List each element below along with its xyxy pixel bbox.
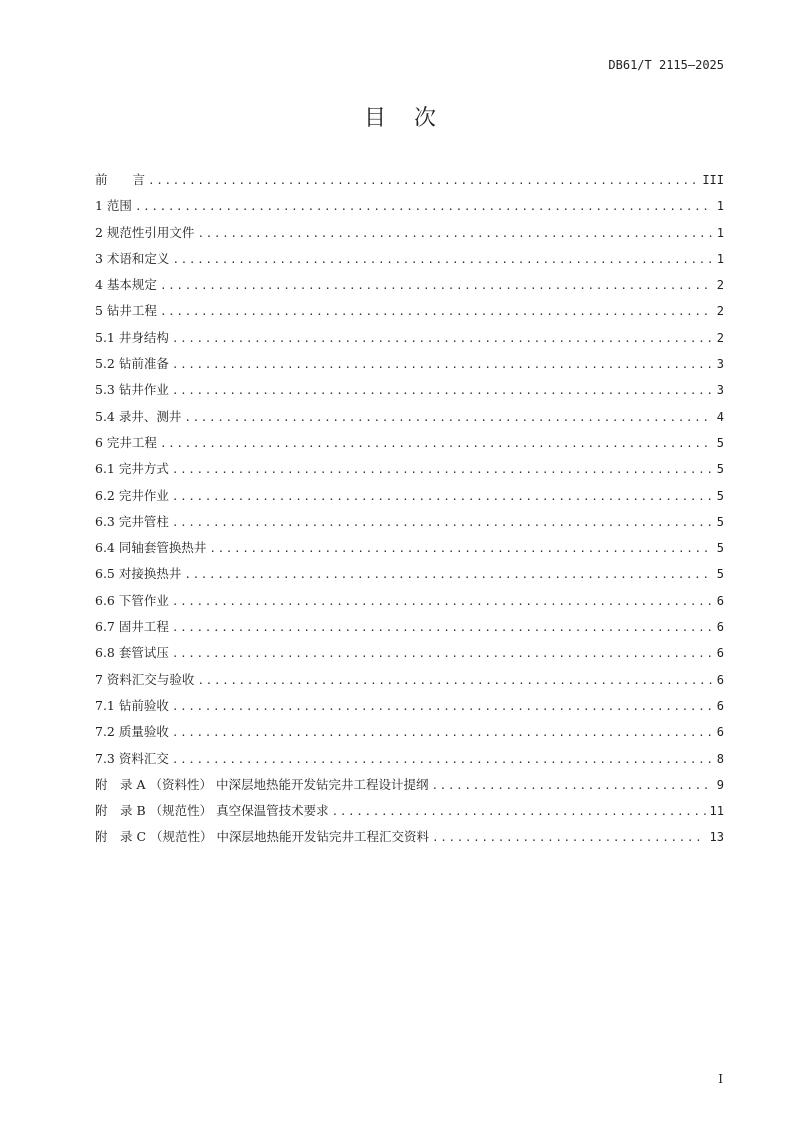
dot-leader [184,411,712,424]
toc-entry-label: 6.3 完井管柱 [95,513,169,529]
toc-entry-label: 6.5 对接换热井 [95,566,182,582]
toc-entry-page: 13 [709,830,724,845]
toc-entry-label: 7.2 质量验收 [95,724,169,740]
toc-entry-page: 5 [716,488,724,503]
toc-entry[interactable] [95,722,724,748]
dot-leader [184,568,712,581]
toc-entry-page: 5 [716,567,724,582]
toc-entry-page: 2 [716,278,724,293]
toc-entry-page: 3 [716,357,724,372]
dot-leader [135,200,713,213]
toc-entry-label: 附 录 C （规范性） 中深层地热能开发钻完井工程汇交资料 [95,829,429,845]
toc-entry-page: 6 [716,725,724,740]
dot-leader [209,542,712,555]
dot-leader [172,463,713,476]
dot-leader [172,647,713,660]
toc-entry[interactable] [95,170,724,196]
toc-entry-label: 5.2 钻前准备 [95,356,169,372]
toc-entry-page: 6 [716,698,724,713]
toc-entry[interactable] [95,617,724,643]
toc-entry[interactable] [95,643,724,669]
toc-entry[interactable] [95,827,724,853]
dot-leader [172,384,713,397]
toc-entry-page: 9 [716,777,724,792]
toc-entry-page: 1 [716,199,724,214]
toc-entry-page: 2 [716,304,724,319]
toc-entry[interactable] [95,775,724,801]
toc-entry-label: 5 钻井工程 [95,303,157,319]
toc-entry-page: 6 [716,620,724,635]
toc-entry[interactable] [95,564,724,590]
toc-entry-label: 5.3 钻井作业 [95,382,169,398]
toc-entry-label: 6 完井工程 [95,434,157,450]
toc-entry-label: 7.3 资料汇交 [95,750,169,766]
toc-entry-label: 附 录 B （规范性） 真空保温管技术要求 [95,803,329,819]
toc-entry-label: 6.4 同轴套管换热井 [95,540,207,556]
toc-entry[interactable] [95,275,724,301]
toc-entry[interactable] [95,223,724,249]
dot-leader [172,726,713,739]
document-code: DB61/T 2115—2025 [608,58,724,72]
toc-entry-page: 1 [716,225,724,240]
toc-entry[interactable] [95,433,724,459]
dot-leader [148,174,698,187]
toc-entry-page: 2 [716,330,724,345]
toc-entry[interactable] [95,249,724,275]
dot-leader [172,595,713,608]
toc-entry-label: 7.1 钻前验收 [95,697,169,713]
toc-entry[interactable] [95,591,724,617]
dot-leader [172,253,712,266]
dot-leader [197,227,712,240]
toc-entry[interactable] [95,380,724,406]
toc-entry[interactable] [95,196,724,222]
toc-entry-label: 4 基本规定 [95,277,157,293]
toc-entry-label: 6.2 完井作业 [95,487,169,503]
dot-leader [172,621,713,634]
toc-entry-page: III [702,173,724,187]
toc-entry[interactable] [95,801,724,827]
toc-entry[interactable] [95,512,724,538]
toc-entry[interactable] [95,538,724,564]
toc-entry-label: 附 录 A （资料性） 中深层地热能开发钻完井工程设计提纲 [95,776,429,792]
toc-entry-page: 3 [716,383,724,398]
toc-entry-label: 5.4 录井、测井 [95,408,182,424]
toc-entry-page: 6 [716,646,724,661]
dot-leader [160,279,713,292]
toc-entry-page: 1 [716,251,724,266]
dot-leader [172,332,713,345]
dot-leader [431,779,712,792]
toc-entry-page: 6 [716,593,724,608]
toc-entry[interactable] [95,486,724,512]
toc-entry-page: 6 [716,672,724,687]
toc-entry-label: 5.1 井身结构 [95,329,169,345]
dot-leader [172,490,713,503]
toc-entry[interactable] [95,407,724,433]
toc-entry-page: 5 [716,514,724,529]
toc-entry-page: 4 [716,409,724,424]
toc-entry[interactable] [95,670,724,696]
toc-entry-page: 11 [709,804,724,819]
dot-leader [432,831,706,844]
toc-entry[interactable] [95,354,724,380]
table-of-contents [95,170,724,854]
page-number: I [718,1072,723,1086]
toc-entry-page: 5 [716,462,724,477]
toc-entry[interactable] [95,301,724,327]
toc-entry-label: 3 术语和定义 [95,250,170,266]
dot-leader [197,674,712,687]
toc-entry-label: 6.8 套管试压 [95,645,169,661]
dot-leader [160,437,713,450]
toc-entry-label: 7 资料汇交与验收 [95,671,195,687]
dot-leader [332,805,706,818]
page-title: 目次 [363,106,464,131]
toc-entry[interactable] [95,459,724,485]
toc-entry-label: 2 规范性引用文件 [95,224,195,240]
toc-entry-page: 5 [716,435,724,450]
toc-entry-label: 6.7 固井工程 [95,619,169,635]
toc-entry[interactable] [95,696,724,722]
dot-leader [172,700,713,713]
toc-entry[interactable] [95,749,724,775]
dot-leader [172,516,713,529]
toc-entry-label: 前 言 [95,172,146,187]
toc-entry-page: 5 [716,541,724,556]
toc-entry-page: 8 [716,751,724,766]
toc-entry-label: 6.6 下管作业 [95,592,169,608]
dot-leader [160,305,713,318]
dot-leader [172,358,713,371]
toc-entry[interactable] [95,328,724,354]
toc-entry-label: 1 范围 [95,198,132,214]
dot-leader [172,753,713,766]
toc-entry-label: 6.1 完井方式 [95,461,169,477]
